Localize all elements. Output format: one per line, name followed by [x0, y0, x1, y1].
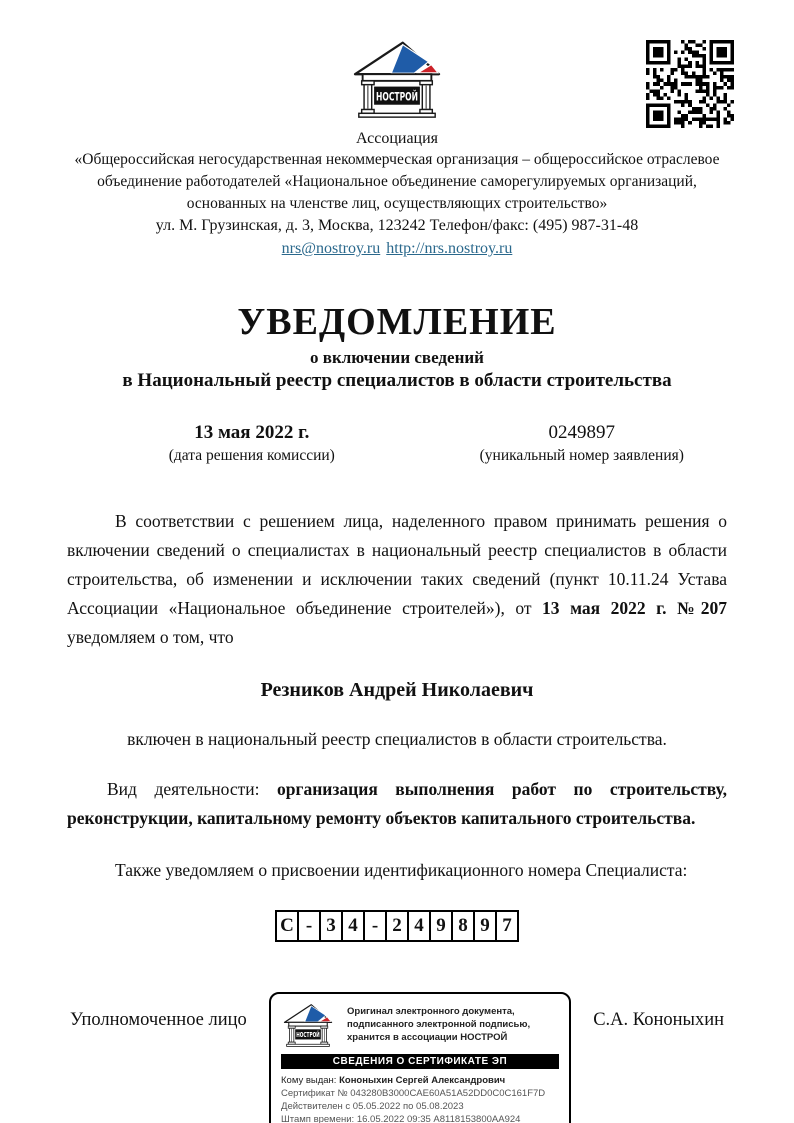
- application-number-block: [437, 421, 727, 467]
- signer-name: С.А. Кононыхин: [593, 1010, 724, 1030]
- application-number: 0249897: [548, 422, 616, 443]
- stamp-origin-line: хранится в ассоциации НОСТРОЙ: [347, 1032, 508, 1043]
- decision-date-caption: (дата решения комиссии): [168, 447, 335, 464]
- id-cell: 7: [495, 910, 519, 942]
- digital-signature-stamp: [269, 992, 571, 1123]
- email-link[interactable]: nrs@nostroy.ru: [281, 240, 381, 257]
- nostroy-logo-icon: [281, 1001, 335, 1048]
- decision-date: 13 мая 2022 г.: [194, 422, 310, 443]
- stamp-header: [281, 1001, 559, 1048]
- specialist-id-number: [0, 910, 794, 942]
- body-paragraph: [67, 507, 727, 652]
- activity-value: организация выполнения работ по строительству, реконструкции, капитальному ремонту объектов капитального строительства.: [67, 779, 728, 828]
- id-cell: 4: [341, 910, 365, 942]
- certificate-issued-to: [281, 1074, 559, 1087]
- issued-label: Кому выдан:: [281, 1075, 340, 1086]
- signature-row: [0, 992, 794, 1123]
- body-paragraph-end: уведомляем о том, что: [67, 627, 234, 647]
- org-line: «Общероссийская негосударственная некоммерческая организация – общероссийское отраслевое: [74, 151, 720, 168]
- id-cell: 8: [451, 910, 475, 942]
- decision-date-number-bold: 13 мая 2022 г. №207: [542, 598, 727, 618]
- document-title: УВЕДОМЛЕНИЕ: [237, 301, 557, 343]
- stamp-origin-line: подписанного электронной подписью,: [347, 1019, 531, 1030]
- id-cell: 9: [429, 910, 453, 942]
- included-statement: включен в национальный реестр специалистов в области строительства.: [127, 729, 667, 749]
- certificate-header-bar: СВЕДЕНИЯ О СЕРТИФИКАТЕ ЭП: [281, 1054, 559, 1069]
- id-cell: -: [363, 910, 387, 942]
- decision-date-block: [67, 421, 437, 467]
- stamp-origin-line: Оригинал электронного документа,: [347, 1006, 515, 1017]
- certificate-validity: Действителен с 05.05.2022 по 05.08.2023: [281, 1101, 464, 1112]
- id-cell: С: [275, 910, 299, 942]
- decision-row: [0, 421, 794, 467]
- organization-name: [0, 149, 794, 215]
- nostroy-logo-icon: [348, 36, 446, 120]
- authorized-person-label: Уполномоченное лицо: [70, 1010, 247, 1030]
- activity-paragraph: [67, 775, 727, 833]
- address-phone-line: ул. М. Грузинская, д. 3, Москва, 123242 Телефон/факс: (495) 987-31-48: [155, 217, 639, 234]
- association-label: Ассоциация: [355, 130, 439, 147]
- stamp-origin-text: [347, 1005, 530, 1044]
- specialist-name: Резников Андрей Николаевич: [260, 679, 534, 701]
- application-number-caption: (уникальный номер заявления): [479, 447, 684, 464]
- id-cell: 4: [407, 910, 431, 942]
- org-line: объединение работодателей «Национальное объединение саморегулируемых организаций,: [97, 173, 697, 190]
- id-number-intro: Также уведомляем о присвоении идентификационного номера Специалиста:: [115, 860, 688, 880]
- id-cell: 9: [473, 910, 497, 942]
- document-subtitle-2: в Национальный реестр специалистов в области строительства: [122, 370, 672, 391]
- id-cell: 3: [319, 910, 343, 942]
- id-cell: -: [297, 910, 321, 942]
- body-paragraph-start: В соответствии с решением лица, наделенного правом принимать решения о включении сведений о специалистах в национальный реестр специалистов в области строительства, об изменении и исключении таких сведений (пункт 10.11.24 Устава Ассоциации «Национальное объединение строителей»), от: [67, 511, 727, 618]
- activity-label: Вид деятельности:: [107, 779, 278, 799]
- website-link[interactable]: http://nrs.nostroy.ru: [386, 240, 513, 257]
- certificate-number: Сертификат № 043280B3000CAE60A51A52DD0C0C161F7D: [281, 1088, 546, 1099]
- org-line: основанных на членстве лиц, осуществляющих строительство»: [186, 195, 608, 212]
- certificate-timestamp: Штамп времени: 16.05.2022 09:35 A8118153800AA924: [281, 1114, 521, 1123]
- issued-name: Кононыхин Сергей Александрович: [339, 1075, 506, 1086]
- qr-code: [646, 40, 734, 128]
- document-subtitle-1: о включении сведений: [310, 348, 484, 367]
- contact-links: [0, 238, 794, 260]
- id-cell: 2: [385, 910, 409, 942]
